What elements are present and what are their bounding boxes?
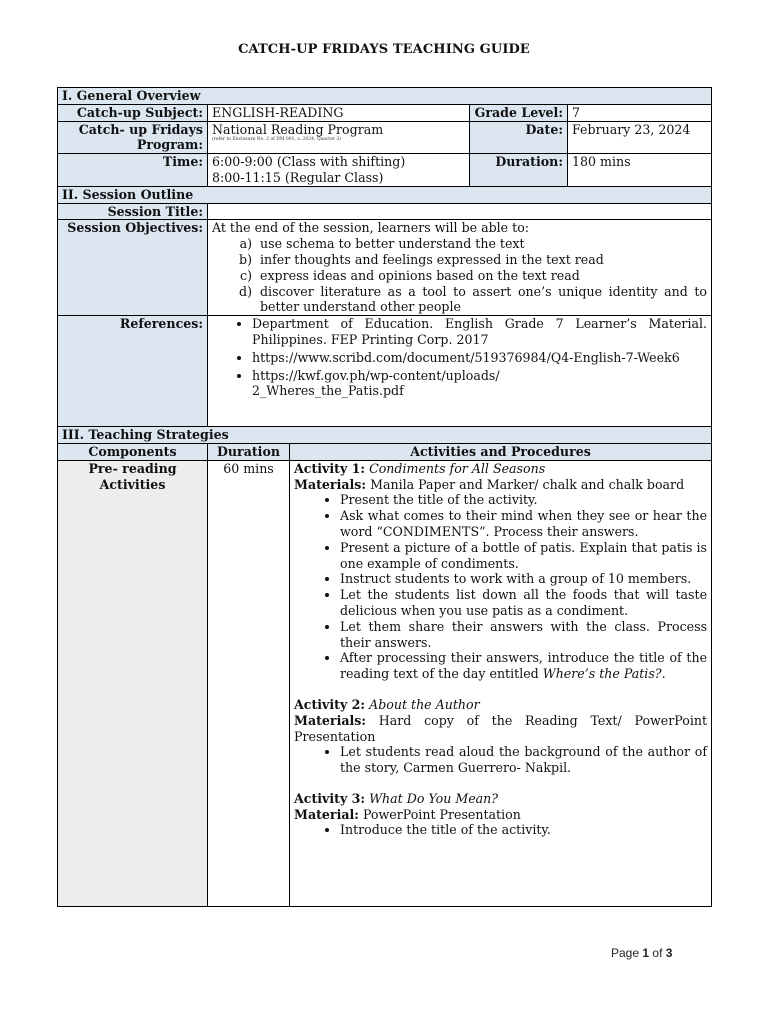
activity-step-text: After processing their answers, introduce the title of the reading text of the day entitled: [340, 650, 708, 682]
references-list: [212, 316, 707, 399]
date-label: Date:: [470, 121, 568, 154]
time-line-1: 6:00-9:00 (Class with shifting): [212, 154, 406, 170]
activity-2-title: About the Author: [369, 696, 480, 712]
activity-1-materials: [294, 477, 707, 493]
section-header-outline: II. Session Outline: [58, 186, 712, 203]
page-word: Page: [611, 946, 640, 960]
time-line-2: 8:00-11:15 (Regular Class): [212, 169, 384, 185]
duration-value: 180 mins: [568, 154, 712, 187]
objective-item: a. use schema to better understand the text: [260, 236, 707, 252]
row-session-title: [58, 203, 712, 220]
activity-step: • Present a picture of a bottle of patis. Explain that patis is one example of condiments.: [340, 540, 707, 572]
activity-step: • Let them share their answers with the class. Process their answers.: [340, 619, 707, 651]
program-cell: [208, 121, 470, 154]
activity-3-heading: [294, 791, 707, 807]
session-title-value: [208, 203, 712, 220]
activity-2-steps: [294, 744, 707, 776]
column-header-duration: Duration: [208, 443, 290, 460]
activity-step: [340, 650, 707, 682]
objectives-list: [212, 236, 707, 315]
reading-text-title: Where’s the Patis?: [542, 666, 662, 682]
row-column-headers: [58, 443, 712, 460]
row-pre-reading: [58, 460, 712, 906]
session-title-label: Session Title:: [58, 203, 208, 220]
objective-item: b. infer thoughts and feelings expressed in the text read: [260, 252, 707, 268]
component-pre-reading: [58, 460, 208, 906]
teaching-guide-table: [57, 87, 712, 907]
activity-3-materials: [294, 807, 707, 823]
references-label: References:: [58, 316, 208, 427]
subject-value: ENGLISH-READING: [208, 104, 470, 121]
activity-2-materials-label: Materials:: [294, 712, 367, 728]
activity-3-steps: [294, 822, 707, 838]
activity-1-title: Condiments for All Seasons: [369, 460, 546, 476]
component-name: Pre- reading Activities: [88, 460, 177, 492]
time-label: Time:: [58, 154, 208, 187]
activity-1-heading: [294, 461, 707, 477]
activity-3-materials-value: PowerPoint Presentation: [362, 806, 521, 822]
reference-item: • https://www.scribd.com/document/519376984/Q4-English-7-Week6: [252, 350, 707, 366]
section-row-strategies: [58, 427, 712, 444]
reference-item: • https://kwf.gov.ph/wp-content/uploads/ 2_Wheres_the_Patis.pdf: [252, 368, 552, 400]
activity-step: • Ask what comes to their mind when they see or hear the word “CONDIMENTS”. Process their answers.: [340, 508, 707, 540]
activity-3-title: What Do You Mean?: [369, 790, 499, 806]
activity-2-materials-value: Hard copy of the Reading Text/ PowerPoint Presentation: [294, 712, 708, 744]
row-time: [58, 154, 712, 187]
subject-label: Catch-up Subject:: [58, 104, 208, 121]
activity-3-label: Activity 3:: [294, 790, 366, 806]
row-objectives: [58, 220, 712, 316]
section-header-strategies: III. Teaching Strategies: [58, 427, 712, 444]
program-note: (refer to Enclosure No. 2 of DM 001, s. 2024, Quarter 3): [212, 137, 341, 143]
activity-step: • Let students read aloud the background of the author of the story, Carmen Guerrero- Nakpil.: [340, 744, 707, 776]
row-subject: [58, 104, 712, 121]
duration-label: Duration:: [470, 154, 568, 187]
section-header-general: I. General Overview: [58, 88, 712, 105]
time-cell: [208, 154, 470, 187]
activity-2-label: Activity 2:: [294, 696, 366, 712]
of-word: of: [652, 946, 663, 960]
activity-3-materials-label: Material:: [294, 806, 359, 822]
objective-item: c. express ideas and opinions based on the text read: [260, 268, 707, 284]
activity-1-materials-value: Manila Paper and Marker/ chalk and chalk board: [370, 476, 685, 492]
document-title: CATCH-UP FRIDAYS TEACHING GUIDE: [238, 42, 530, 57]
reference-item: • Department of Education. English Grade 7 Learner’s Material. Philippines. FEP Printing Corp. 2017: [252, 316, 707, 348]
section-row-general: [58, 88, 712, 105]
activity-step: • Let the students list down all the foods that will taste delicious when you use patis as a condiment.: [340, 587, 707, 619]
activity-step: • Instruct students to work with a group of 10 members.: [340, 571, 707, 587]
activity-1-steps: [294, 492, 707, 682]
section-row-outline: [58, 186, 712, 203]
activity-1-materials-label: Materials:: [294, 476, 367, 492]
component-duration: 60 mins: [208, 460, 290, 906]
objectives-intro: At the end of the session, learners will be able to:: [212, 220, 530, 236]
activity-1-label: Activity 1:: [294, 460, 366, 476]
page-total: 3: [665, 946, 673, 960]
program-label: Catch- up Fridays Program:: [58, 121, 208, 154]
page-footer: [611, 946, 672, 960]
objectives-label: Session Objectives:: [58, 220, 208, 316]
program-value: National Reading Program: [212, 121, 384, 137]
activity-step: • Introduce the title of the activity.: [340, 822, 707, 838]
column-header-components: Components: [58, 443, 208, 460]
grade-value: 7: [568, 104, 712, 121]
column-header-activities: Activities and Procedures: [290, 443, 712, 460]
objective-item: d. discover literature as a tool to assert one’s unique identity and to better understand other people: [260, 284, 707, 316]
page-number: 1: [642, 946, 650, 960]
activity-step: • Present the title of the activity.: [340, 492, 707, 508]
row-references: [58, 316, 712, 427]
row-program: [58, 121, 712, 154]
activity-step-end: .: [661, 666, 666, 682]
references-cell: [208, 316, 712, 427]
activity-2-heading: [294, 697, 707, 713]
objectives-cell: [208, 220, 712, 316]
activity-2-materials: [294, 713, 707, 745]
grade-label: Grade Level:: [470, 104, 568, 121]
activities-cell: [290, 460, 712, 906]
date-value: February 23, 2024: [568, 121, 712, 154]
